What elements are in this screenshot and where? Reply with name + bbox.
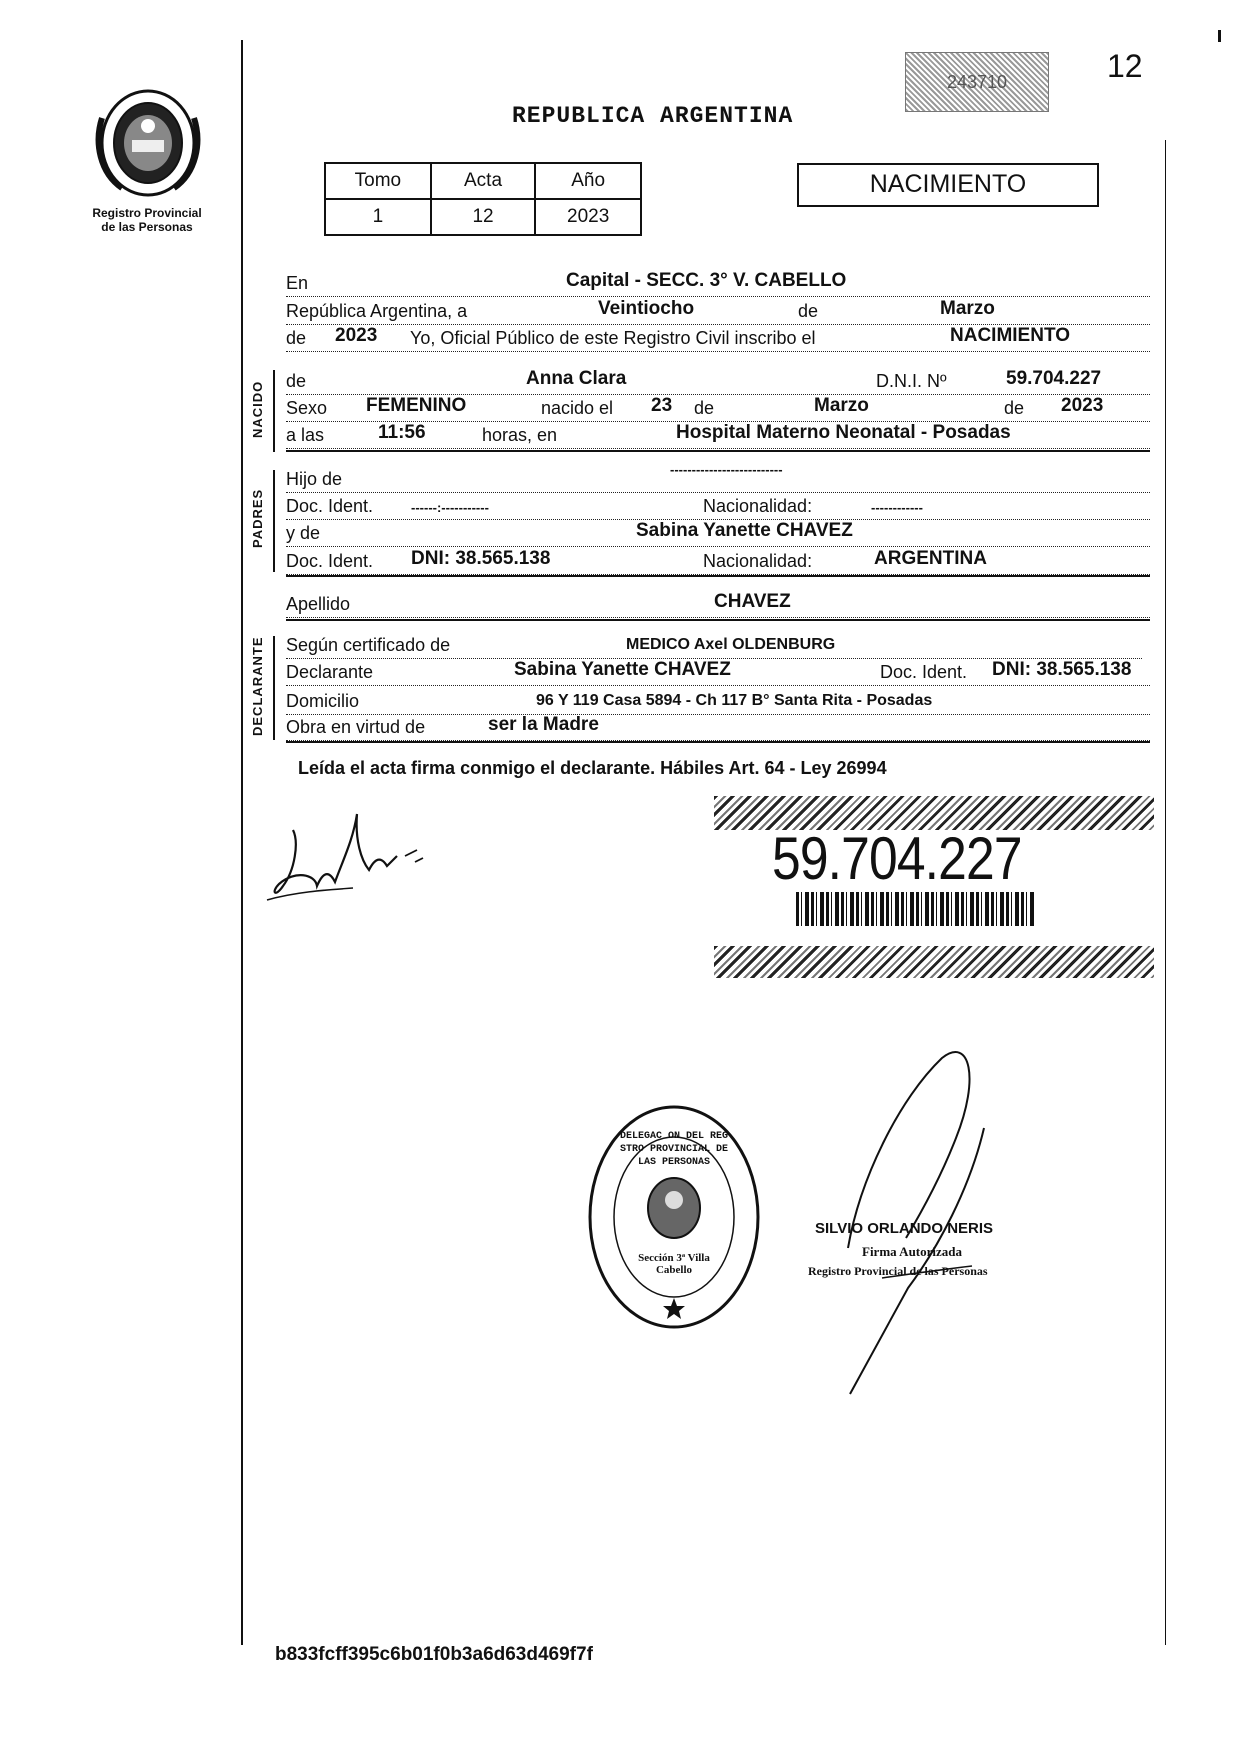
register-tomo: 1 bbox=[325, 199, 431, 235]
apellido-divider bbox=[286, 619, 1150, 621]
label-de-1: de bbox=[694, 398, 715, 418]
label-declarante: Declarante bbox=[286, 662, 374, 682]
form-row-hora bbox=[286, 420, 1150, 449]
page-number: 12 bbox=[1107, 48, 1143, 84]
register-acta: 12 bbox=[431, 199, 536, 235]
label-doc-madre: Doc. Ident. bbox=[286, 551, 374, 571]
value-doc-padre: ------:----------- bbox=[411, 500, 489, 515]
form-row-obra bbox=[286, 712, 1150, 741]
section-declarante: DECLARANTE bbox=[250, 636, 265, 736]
seal-ring-text: DELEGAC ON DEL REG STRO PROVINCIAL DE LAS PERSONAS bbox=[619, 1131, 729, 1168]
officer-name: SILVIO ORLANDO NERIS bbox=[815, 1220, 994, 1237]
label-de-2: de bbox=[1004, 398, 1025, 418]
register-header-row bbox=[325, 163, 641, 199]
value-declarante: Sabina Yanette CHAVEZ bbox=[514, 659, 731, 680]
form-row-inscripcion bbox=[286, 323, 1150, 352]
value-lugar-registro: Capital - SECC. 3° V. CABELLO bbox=[566, 270, 847, 291]
declarante-bracket bbox=[273, 636, 275, 740]
label-a-las: a las bbox=[286, 425, 325, 445]
label-doc-declarante: Doc. Ident. bbox=[880, 662, 968, 682]
value-nombre: Anna Clara bbox=[526, 368, 627, 389]
register-header-ano: Año bbox=[535, 163, 641, 199]
right-margin-line bbox=[1165, 140, 1166, 1645]
value-mes: Marzo bbox=[940, 298, 995, 319]
label-sexo: Sexo bbox=[286, 398, 328, 418]
form-row-sexo bbox=[286, 393, 1150, 422]
label-de-mes: de bbox=[798, 301, 819, 321]
label-nacido-el: nacido el bbox=[541, 398, 614, 418]
officer-office: Registro Provincial de las Personas bbox=[808, 1264, 988, 1278]
form-row-nombre bbox=[286, 366, 1150, 395]
closing-note: Leída el acta firma conmigo el declarante. Hábiles Art. 64 - Ley 26994 bbox=[298, 758, 887, 778]
value-nacionalidad-madre: ARGENTINA bbox=[874, 548, 987, 569]
act-type-box: NACIMIENTO bbox=[797, 163, 1099, 207]
form-row-en bbox=[286, 268, 1150, 297]
register-ano: 2023 bbox=[535, 199, 641, 235]
form-row-doc-padre bbox=[286, 491, 1150, 520]
emblem-caption-line1: Registro Provincial bbox=[92, 206, 202, 220]
document-hash: b833fcff395c6b01f0b3a6d63d469f7f bbox=[275, 1644, 593, 1665]
label-yo-oficial: Yo, Oficial Público de este Registro Civil inscribo el bbox=[410, 328, 816, 348]
label-republica: República Argentina, a bbox=[286, 301, 468, 321]
value-ano-nacimiento: 2023 bbox=[1061, 395, 1104, 416]
value-apellido: CHAVEZ bbox=[714, 591, 791, 612]
value-madre: Sabina Yanette CHAVEZ bbox=[636, 520, 853, 541]
label-obra: Obra en virtud de bbox=[286, 717, 426, 737]
label-apellido: Apellido bbox=[286, 594, 351, 614]
form-row-hijo-de bbox=[286, 464, 1150, 493]
value-doc-declarante: DNI: 38.565.138 bbox=[992, 659, 1132, 680]
dni-stamp-band-bottom bbox=[714, 946, 1154, 978]
dni-stamp-number: 59.704.227 bbox=[772, 825, 1022, 892]
value-hora: 11:56 bbox=[378, 422, 426, 443]
value-obra: ser la Madre bbox=[488, 714, 599, 735]
value-ano: 2023 bbox=[335, 325, 378, 346]
official-seal bbox=[585, 1102, 763, 1332]
label-certificado: Según certificado de bbox=[286, 635, 451, 655]
emblem-caption bbox=[72, 206, 222, 234]
value-inscribe: NACIMIENTO bbox=[950, 325, 1070, 346]
value-padre: -------------------------- bbox=[670, 462, 783, 477]
stamp-code-box bbox=[905, 52, 1049, 112]
officer-title: Firma Autorizada bbox=[862, 1244, 963, 1259]
emblem-caption-line2: de las Personas bbox=[101, 220, 193, 234]
document-title: REPUBLICA ARGENTINA bbox=[512, 103, 794, 129]
value-dni: 59.704.227 bbox=[1006, 368, 1102, 389]
value-dia-letras: Veintiocho bbox=[598, 298, 695, 319]
left-margin-line bbox=[241, 40, 243, 1645]
padres-divider bbox=[286, 575, 1150, 577]
padres-bracket bbox=[273, 470, 275, 572]
form-row-doc-madre bbox=[286, 546, 1150, 575]
label-nacionalidad-padre: Nacionalidad: bbox=[703, 496, 813, 516]
label-hijo-de: Hijo de bbox=[286, 469, 343, 489]
form-row-fecha bbox=[286, 296, 1150, 325]
nacido-divider bbox=[286, 450, 1150, 452]
value-nacionalidad-padre: ------------ bbox=[871, 500, 923, 515]
label-horas-en: horas, en bbox=[482, 425, 558, 445]
seal-inner-text: Sección 3ª Villa Cabello bbox=[638, 1252, 710, 1276]
register-header-tomo: Tomo bbox=[325, 163, 431, 199]
form-row-madre bbox=[286, 518, 1150, 547]
label-doc-padre: Doc. Ident. bbox=[286, 496, 374, 516]
value-mes-nacimiento: Marzo bbox=[814, 395, 869, 416]
edge-mark bbox=[1218, 30, 1221, 42]
form-row-domicilio bbox=[286, 686, 1150, 715]
value-certificado: MEDICO Axel OLDENBURG bbox=[626, 636, 836, 653]
section-padres: PADRES bbox=[250, 488, 265, 548]
value-doc-madre: DNI: 38.565.138 bbox=[411, 548, 551, 569]
label-nacionalidad-madre: Nacionalidad: bbox=[703, 551, 813, 571]
emblem-shield-icon bbox=[92, 88, 204, 198]
declarante-divider bbox=[286, 741, 1150, 743]
dni-stamp bbox=[714, 796, 1154, 982]
label-de-nombre: de bbox=[286, 371, 307, 391]
value-lugar-nacimiento: Hospital Materno Neonatal - Posadas bbox=[676, 422, 1011, 443]
province-emblem bbox=[92, 88, 204, 198]
label-dni: D.N.I. Nº bbox=[876, 371, 947, 391]
label-y-de: y de bbox=[286, 523, 321, 543]
nacido-bracket bbox=[273, 370, 275, 452]
label-en: En bbox=[286, 273, 309, 293]
value-dia-nacimiento: 23 bbox=[651, 395, 673, 416]
form-row-declarante bbox=[286, 657, 1150, 686]
register-table bbox=[324, 162, 642, 236]
form-row-certificado bbox=[286, 630, 1142, 659]
form-row-apellido bbox=[286, 589, 1150, 618]
label-de-ano: de bbox=[286, 328, 307, 348]
declarant-signature bbox=[265, 800, 445, 910]
value-domicilio: 96 Y 119 Casa 5894 - Ch 117 B° Santa Rita - Posadas bbox=[536, 692, 933, 709]
dni-stamp-barcode bbox=[796, 892, 1036, 926]
register-header-acta: Acta bbox=[431, 163, 536, 199]
section-nacido: NACIDO bbox=[250, 380, 265, 438]
register-value-row bbox=[325, 199, 641, 235]
label-domicilio: Domicilio bbox=[286, 691, 360, 711]
stamp-code: 243710 bbox=[946, 72, 1008, 92]
value-sexo: FEMENINO bbox=[366, 395, 467, 416]
